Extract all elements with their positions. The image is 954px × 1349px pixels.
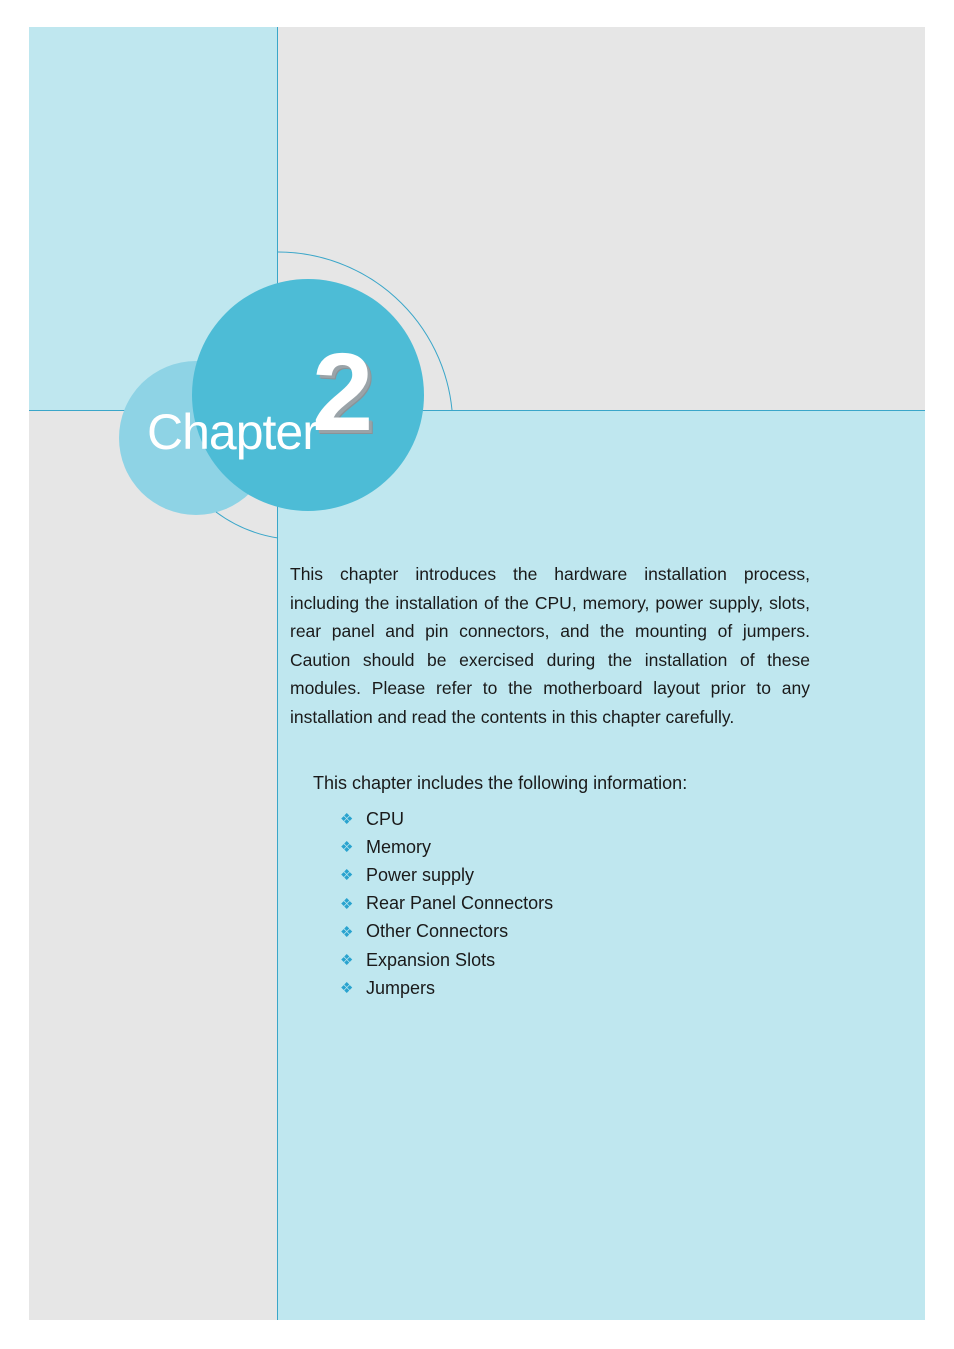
diamond-cluster-icon: ❖ [340,839,354,857]
diamond-cluster-icon: ❖ [340,867,354,885]
topic-label: Jumpers [366,977,436,998]
list-item [340,833,553,861]
diamond-cluster-icon: ❖ [340,923,354,941]
topic-list [340,805,553,1002]
chapter-number: 2 [312,331,374,454]
diamond-cluster-icon: ❖ [340,895,354,913]
main-circle [192,279,424,511]
list-item [340,805,553,833]
list-item [340,974,553,1002]
topic-label: Other Connectors [366,921,509,942]
topic-label: Power supply [366,864,475,885]
chapter-label: Chapter [147,404,318,460]
list-item [340,946,553,974]
list-item [340,890,553,918]
outer-arc-bottom [216,512,278,538]
includes-heading: This chapter includes the following information: [313,773,688,793]
list-item [340,861,553,889]
diamond-cluster-icon: ❖ [340,980,354,998]
topic-label: Rear Panel Connectors [366,893,554,914]
chapter-intro: This chapter introduces the hardware installation process, including the installation of the CPU, memory, power supply, slots, rear panel and pin connectors, and the mounting of jumpers. Caution should be exercised during the installation of these modules. Please refer to the motherboard layout prior to any installation and read the contents in this chapter carefully. [290,564,810,727]
topic-label: Memory [366,836,432,857]
diamond-cluster-icon: ❖ [340,952,354,970]
diamond-cluster-icon: ❖ [340,811,354,829]
topic-label: CPU [366,808,405,829]
list-item [340,918,553,946]
topic-label: Expansion Slots [366,949,496,970]
